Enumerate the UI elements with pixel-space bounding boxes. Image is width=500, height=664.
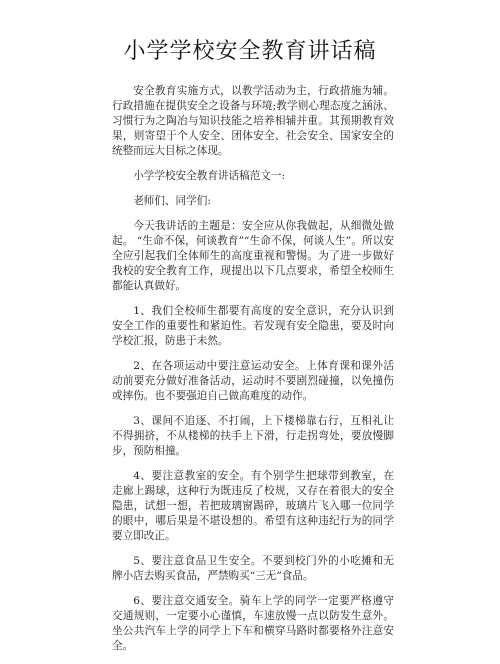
salutation: 老师们、同学们: [133,195,211,207]
intro-paragraph: 安全教育实施方式，以教学活动为主，行政措施为辅。行政措施在提供安全之设备与环境;教学则心理态度之涵泳、习惯行为之陶冶与知识技能之培养相辅并重。其预期教育效果，则寄望于个人安全、团体安全、社会安全、国家安全的统整而远大目标之体现。 [112,85,394,157]
sample-heading: 小学学校安全教育讲话稿范文一: [133,170,286,182]
body-paragraph-4: 4、要注意教室的安全。有个别学生把球带到教室，在走廊上踢球，这种行为既违反了校规，又存在着很大的安全隐患，试想一想，若把玻璃窗踢碎，玻璃片飞入哪一位同学的眼中，哪后果是不堪设想的。希望有这种违纪行为的同学要立即改正。 [112,470,394,542]
body-paragraph-5: 5、要注意食品卫生安全。不要到校门外的小吃摊和无牌小店去购买食品，严禁购买“三无”食品。 [112,555,394,582]
document-body [112,84,394,664]
body-paragraph-opening: 今天我讲话的主题是：安全应从你我做起，从细微处做起。 “生命不保，何谈教育”“生命不保，何谈人生”。所以安全应引起我们全体师生的高度重视和警惕。为了进一步做好我校的安全教育工作，现提出以下几点要求，希望全校师生都能认真做好。 [112,220,394,292]
body-paragraph-1: 1、我们全校师生都要有高度的安全意识，充分认识到安全工作的重要性和紧迫性。若发现有安全隐患，要及时向学校汇报，防患于未然。 [112,305,394,347]
page-title: 小学学校安全教育讲话稿 [123,39,377,64]
body-paragraph-3: 3、课间不追逐、不打闹，上下楼梯靠右行，互相礼让不得拥挤，不从楼梯的扶手上下滑，行走拐弯处，要放慢脚步，预防相撞。 [112,415,394,457]
body-paragraph-2: 2、在各项运动中要注意运动安全。上体育课和课外活动前要充分做好准备活动，运动时不要剧烈碰撞，以免撞伤或摔伤。也不要强迫自己做高难度的动作。 [112,360,394,402]
body-paragraph-6: 6、要注意交通安全。骑车上学的同学一定要严格遵守交通规则，一定要小心谨慎，车速放慢一点以防发生意外。坐公共汽车上学的同学上下车和横穿马路时都要格外注意安全。 [112,595,394,652]
